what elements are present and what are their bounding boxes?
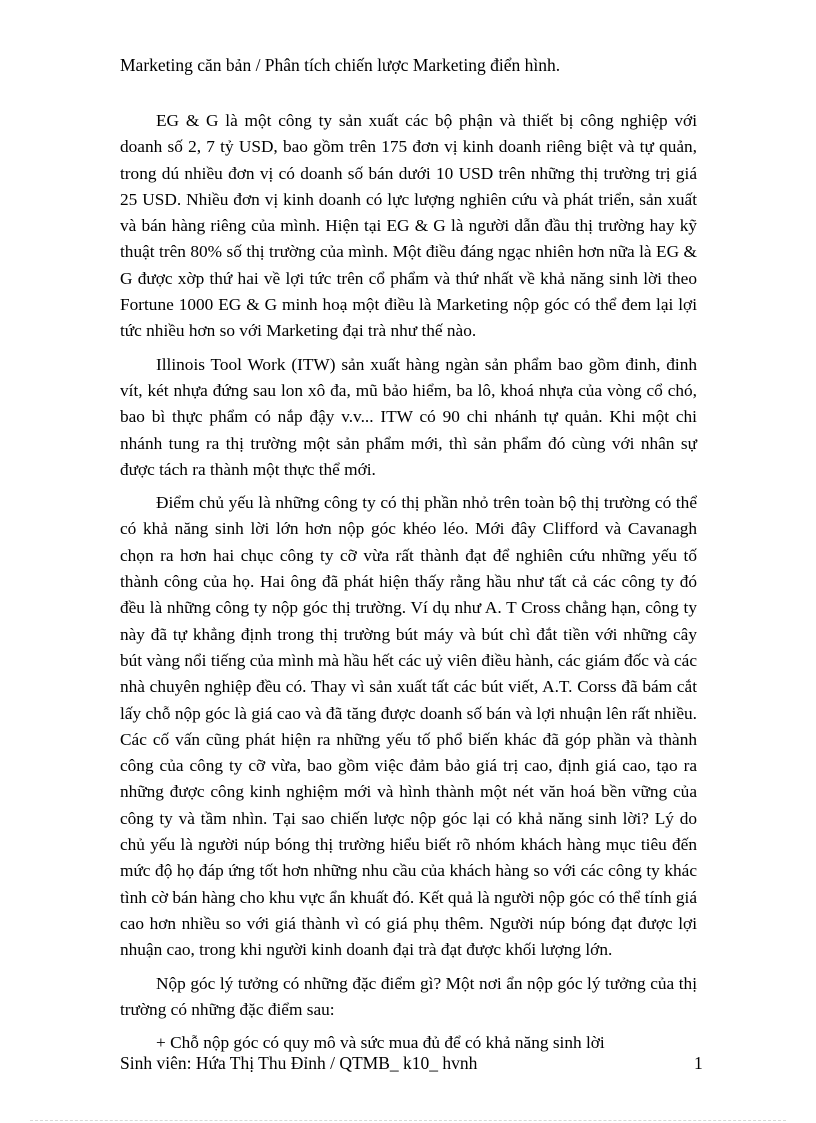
page-number: 1 <box>694 1053 703 1073</box>
document-body <box>120 108 697 1056</box>
footer-author: Sinh viên: Hứa Thị Thu Đỉnh / QTMB_ k10_ hvnh <box>120 1053 478 1073</box>
page-header: Marketing căn bản / Phân tích chiến lược Marketing điển hình. <box>120 55 561 75</box>
paragraph-niche-strategy: Điểm chủ yếu là những công ty có thị phần nhỏ trên toàn bộ thị trường có thể có khả năng sinh lời lớn hơn nộp góc khéo léo. Mới đây Clifford và Cavanagh chọn ra hơn hai chục công ty cỡ vừa rất thành đạt để nghiên cứu những yếu tố thành công của họ. Hai ông đã phát hiện thấy rằng hầu như tất cả các công ty đó đều là những công ty nộp góc thị trường. Ví dụ như A. T Cross chẳng hạn, công ty này đã tự khẳng định trong thị trường bút máy và bút chì đắt tiền với những cây bút vàng nổi tiếng của mình mà hầu hết các uỷ viên điều hành, các giám đốc và các nhà chuyên nghiệp đều có. Thay vì sản xuất tất các bút viết, A.T. Corss đã bám cắt lấy chỗ nộp góc là giá cao và đã tăng được doanh số bán và lợi nhuận lên rất nhiều. Các cố vấn cũng phát hiện ra những yếu tố phổ biến khác đã góp phần và thành công của công ty cỡ vừa, bao gồm việc đảm bảo giá trị cao, định giá cao, tạo ra những được công kinh nghiệm mới và hình thành một nét văn hoá bền vững của công ty và tầm nhìn. Tại sao chiến lược nộp góc lại có khả năng sinh lời? Lý do chủ yếu là người núp bóng thị trường hiểu biết rõ nhóm khách hàng mục tiêu đến mức độ họ đáp ứng tốt hơn những nhu cầu của khách hàng so với các công ty khác tình cờ bán hàng cho khu vực ẩn khuất đó. Kết quả là người nộp góc có thể tính giá cao hơn nhiều so với giá thành vì có giá phụ thêm. Người núp bóng đạt được lợi nhuận cao, trong khi người kinh doanh đại trà đạt được khối lượng lớn. <box>120 493 697 960</box>
paragraph-eg-g: EG & G là một công ty sản xuất các bộ phận và thiết bị công nghiệp với doanh số 2, 7 tỷ USD, bao gồm trên 175 đơn vị kinh doanh riêng biệt và tự quản, trong dú nhiều đơn vị có doanh số bán dưới 10 USD trên những thị trường trị giá 25 USD. Nhiều đơn vị kinh doanh có lực lượng nghiên cứu và phát triển, sản xuất và bán hàng riêng của mình. Hiện tại EG & G là người dẫn đầu thị trường hay kỹ thuật trên 80% số thị trường của mình. Một điều đáng ngạc nhiên hơn nữa là EG & G được xờp thứ hai về lợi tức trên cổ phẩm và thứ nhất về khả năng sinh lời theo Fortune 1000 EG & G minh hoạ một điều là Marketing nộp góc có thể đem lại lợi tức nhiều hơn so với Marketing đại trà như thế nào. <box>120 111 697 341</box>
bullet-niche-size: + Chỗ nộp góc có quy mô và sức mua đủ để có khả năng sinh lời <box>156 1033 605 1053</box>
paragraph-itw: Illinois Tool Work (ITW) sản xuất hàng ngàn sản phẩm bao gồm đinh, đinh vít, két nhựa đứng sau lon xô đa, mũ bảo hiểm, ba lô, khoá nhựa của vòng cổ chó, bao bì thực phẩm có nắp đậy v.v... ITW có 90 chi nhánh tự quản. Khi một chi nhánh tung ra thị trường một sản phẩm mới, thì sản phẩm đó cùng với nhân sự được tách ra thành một thực thể mới. <box>120 354 697 479</box>
paragraph-ideal-niche: Nộp góc lý tưởng có những đặc điểm gì? Một nơi ẩn nộp góc lý tưởng của thị trường có những đặc điểm sau: <box>120 973 697 1019</box>
page-bottom-edge <box>30 1120 786 1121</box>
